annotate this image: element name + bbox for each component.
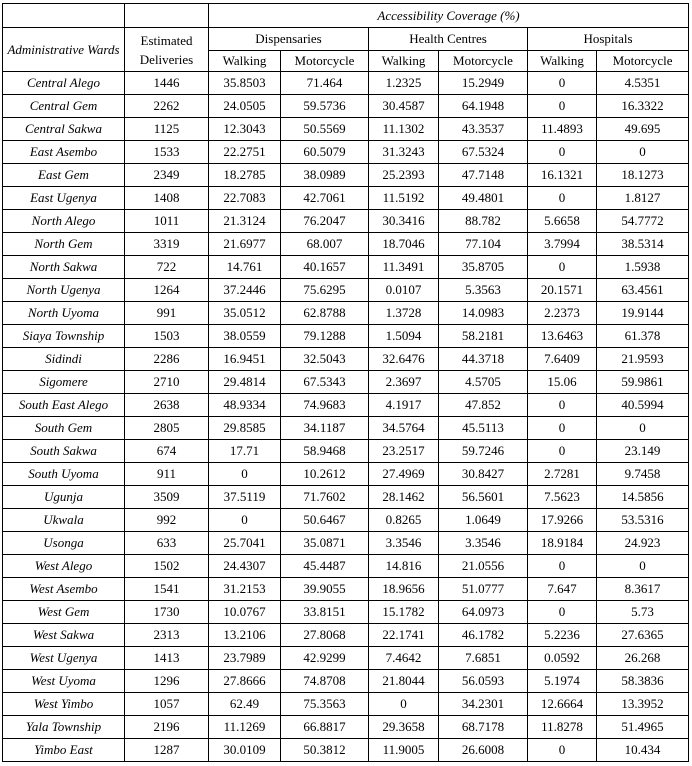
table-row <box>3 256 689 279</box>
coverage-value-cell: 0 <box>528 440 597 463</box>
coverage-value-cell: 14.0983 <box>439 302 528 325</box>
coverage-value-cell: 13.6463 <box>528 325 597 348</box>
coverage-value-cell: 22.1741 <box>369 624 439 647</box>
coverage-value-cell: 0.0107 <box>369 279 439 302</box>
coverage-value-cell: 29.8585 <box>209 417 281 440</box>
coverage-value-cell: 59.9861 <box>597 371 689 394</box>
coverage-value-cell: 29.4814 <box>209 371 281 394</box>
ward-name-cell: West Ugenya <box>3 647 125 670</box>
table-row <box>3 739 689 762</box>
coverage-value-cell: 11.1269 <box>209 716 281 739</box>
coverage-value-cell: 14.761 <box>209 256 281 279</box>
coverage-title: Accessibility Coverage (%) <box>209 4 689 28</box>
coverage-value-cell: 67.5324 <box>439 141 528 164</box>
deliveries-cell: 1011 <box>125 210 209 233</box>
coverage-value-cell: 0 <box>528 555 597 578</box>
coverage-value-cell: 21.0556 <box>439 555 528 578</box>
ward-name-cell: South Uyoma <box>3 463 125 486</box>
coverage-value-cell: 61.378 <box>597 325 689 348</box>
table-row <box>3 72 689 95</box>
deliveries-cell: 1533 <box>125 141 209 164</box>
coverage-value-cell: 7.6409 <box>528 348 597 371</box>
ward-name-cell: East Ugenya <box>3 187 125 210</box>
coverage-value-cell: 58.2181 <box>439 325 528 348</box>
coverage-value-cell: 4.1917 <box>369 394 439 417</box>
coverage-value-cell: 38.0989 <box>281 164 369 187</box>
coverage-value-cell: 32.5043 <box>281 348 369 371</box>
table-row <box>3 440 689 463</box>
table-body <box>3 72 689 762</box>
ward-name-cell: North Uyoma <box>3 302 125 325</box>
coverage-value-cell: 12.3043 <box>209 118 281 141</box>
coverage-value-cell: 7.6851 <box>439 647 528 670</box>
deliveries-cell: 2313 <box>125 624 209 647</box>
coverage-value-cell: 0 <box>597 417 689 440</box>
coverage-value-cell: 11.4893 <box>528 118 597 141</box>
coverage-value-cell: 0 <box>528 394 597 417</box>
coverage-value-cell: 42.9299 <box>281 647 369 670</box>
mode-header: Motorcycle <box>281 51 369 72</box>
coverage-value-cell: 25.7041 <box>209 532 281 555</box>
coverage-value-cell: 0 <box>597 141 689 164</box>
coverage-value-cell: 15.06 <box>528 371 597 394</box>
coverage-value-cell: 49.695 <box>597 118 689 141</box>
coverage-value-cell: 24.923 <box>597 532 689 555</box>
deliveries-cell: 1125 <box>125 118 209 141</box>
coverage-value-cell: 0 <box>528 95 597 118</box>
ward-name-cell: North Sakwa <box>3 256 125 279</box>
mode-header: Motorcycle <box>597 51 689 72</box>
coverage-value-cell: 17.71 <box>209 440 281 463</box>
coverage-value-cell: 5.6658 <box>528 210 597 233</box>
deliveries-cell: 3319 <box>125 233 209 256</box>
coverage-table <box>2 3 689 762</box>
deliveries-cell: 1264 <box>125 279 209 302</box>
coverage-value-cell: 10.434 <box>597 739 689 762</box>
coverage-value-cell: 21.8044 <box>369 670 439 693</box>
ward-column-header: Administrative Wards <box>3 28 125 72</box>
coverage-value-cell: 18.9184 <box>528 532 597 555</box>
deliveries-cell: 1730 <box>125 601 209 624</box>
coverage-value-cell: 37.5119 <box>209 486 281 509</box>
coverage-value-cell: 64.1948 <box>439 95 528 118</box>
coverage-value-cell: 46.1782 <box>439 624 528 647</box>
deliveries-cell: 2805 <box>125 417 209 440</box>
deliveries-cell: 2638 <box>125 394 209 417</box>
coverage-value-cell: 18.1273 <box>597 164 689 187</box>
coverage-value-cell: 47.852 <box>439 394 528 417</box>
coverage-value-cell: 71.464 <box>281 72 369 95</box>
deliveries-cell: 722 <box>125 256 209 279</box>
coverage-value-cell: 75.3563 <box>281 693 369 716</box>
group-health-centres: Health Centres <box>369 28 528 51</box>
coverage-value-cell: 30.3416 <box>369 210 439 233</box>
coverage-value-cell: 50.3812 <box>281 739 369 762</box>
coverage-value-cell: 22.2751 <box>209 141 281 164</box>
coverage-value-cell: 62.49 <box>209 693 281 716</box>
ward-name-cell: West Yimbo <box>3 693 125 716</box>
header-row-title <box>3 4 689 28</box>
coverage-value-cell: 4.5705 <box>439 371 528 394</box>
coverage-value-cell: 28.1462 <box>369 486 439 509</box>
coverage-value-cell: 34.2301 <box>439 693 528 716</box>
coverage-value-cell: 29.3658 <box>369 716 439 739</box>
coverage-value-cell: 79.1288 <box>281 325 369 348</box>
deliveries-cell: 3509 <box>125 486 209 509</box>
ward-name-cell: East Asembo <box>3 141 125 164</box>
coverage-value-cell: 34.1187 <box>281 417 369 440</box>
ward-name-cell: Usonga <box>3 532 125 555</box>
coverage-value-cell: 35.0512 <box>209 302 281 325</box>
deliveries-cell: 633 <box>125 532 209 555</box>
coverage-value-cell: 35.0871 <box>281 532 369 555</box>
table-row <box>3 417 689 440</box>
coverage-value-cell: 68.7178 <box>439 716 528 739</box>
blank-header-cell <box>125 4 209 28</box>
coverage-value-cell: 0 <box>528 256 597 279</box>
ward-name-cell: Central Alego <box>3 72 125 95</box>
coverage-value-cell: 23.7989 <box>209 647 281 670</box>
table-row <box>3 532 689 555</box>
ward-name-cell: Ukwala <box>3 509 125 532</box>
deliveries-cell: 1408 <box>125 187 209 210</box>
coverage-value-cell: 35.8503 <box>209 72 281 95</box>
coverage-value-cell: 53.5316 <box>597 509 689 532</box>
coverage-value-cell: 7.4642 <box>369 647 439 670</box>
table-row <box>3 624 689 647</box>
coverage-value-cell: 8.3617 <box>597 578 689 601</box>
coverage-value-cell: 40.5994 <box>597 394 689 417</box>
coverage-value-cell: 50.6467 <box>281 509 369 532</box>
ward-name-cell: Central Gem <box>3 95 125 118</box>
coverage-value-cell: 62.8788 <box>281 302 369 325</box>
table-row <box>3 601 689 624</box>
deliveries-cell: 911 <box>125 463 209 486</box>
coverage-value-cell: 18.9656 <box>369 578 439 601</box>
coverage-value-cell: 2.7281 <box>528 463 597 486</box>
blank-header-cell <box>3 4 125 28</box>
coverage-value-cell: 0 <box>209 463 281 486</box>
coverage-value-cell: 11.3491 <box>369 256 439 279</box>
coverage-value-cell: 66.8817 <box>281 716 369 739</box>
table-row <box>3 233 689 256</box>
deliveries-cell: 674 <box>125 440 209 463</box>
ward-name-cell: West Sakwa <box>3 624 125 647</box>
coverage-value-cell: 34.5764 <box>369 417 439 440</box>
coverage-value-cell: 17.9266 <box>528 509 597 532</box>
coverage-value-cell: 16.1321 <box>528 164 597 187</box>
coverage-value-cell: 50.5569 <box>281 118 369 141</box>
coverage-value-cell: 59.5736 <box>281 95 369 118</box>
coverage-value-cell: 44.3718 <box>439 348 528 371</box>
coverage-value-cell: 38.0559 <box>209 325 281 348</box>
deliveries-cell: 2349 <box>125 164 209 187</box>
table-row <box>3 509 689 532</box>
coverage-value-cell: 11.1302 <box>369 118 439 141</box>
table-row <box>3 302 689 325</box>
coverage-value-cell: 37.2446 <box>209 279 281 302</box>
table-row <box>3 486 689 509</box>
coverage-value-cell: 45.4487 <box>281 555 369 578</box>
group-hospitals: Hospitals <box>528 28 689 51</box>
coverage-value-cell: 33.8151 <box>281 601 369 624</box>
coverage-value-cell: 68.007 <box>281 233 369 256</box>
coverage-value-cell: 20.1571 <box>528 279 597 302</box>
coverage-value-cell: 5.2236 <box>528 624 597 647</box>
coverage-value-cell: 25.2393 <box>369 164 439 187</box>
coverage-value-cell: 13.3952 <box>597 693 689 716</box>
coverage-value-cell: 7.5623 <box>528 486 597 509</box>
coverage-value-cell: 13.2106 <box>209 624 281 647</box>
coverage-value-cell: 51.0777 <box>439 578 528 601</box>
coverage-value-cell: 26.6008 <box>439 739 528 762</box>
deliveries-cell: 1541 <box>125 578 209 601</box>
coverage-value-cell: 31.2153 <box>209 578 281 601</box>
coverage-value-cell: 54.7772 <box>597 210 689 233</box>
coverage-value-cell: 1.3728 <box>369 302 439 325</box>
coverage-value-cell: 4.5351 <box>597 72 689 95</box>
ward-name-cell: North Alego <box>3 210 125 233</box>
coverage-value-cell: 0 <box>597 555 689 578</box>
coverage-value-cell: 1.2325 <box>369 72 439 95</box>
ward-name-cell: Yala Township <box>3 716 125 739</box>
coverage-value-cell: 75.6295 <box>281 279 369 302</box>
table-row <box>3 348 689 371</box>
coverage-value-cell: 14.5856 <box>597 486 689 509</box>
coverage-value-cell: 31.3243 <box>369 141 439 164</box>
coverage-value-cell: 63.4561 <box>597 279 689 302</box>
coverage-value-cell: 32.6476 <box>369 348 439 371</box>
coverage-value-cell: 48.9334 <box>209 394 281 417</box>
table-row <box>3 555 689 578</box>
coverage-value-cell: 51.4965 <box>597 716 689 739</box>
mode-header: Motorcycle <box>439 51 528 72</box>
coverage-value-cell: 21.9593 <box>597 348 689 371</box>
coverage-value-cell: 12.6664 <box>528 693 597 716</box>
coverage-value-cell: 0 <box>369 693 439 716</box>
coverage-value-cell: 3.7994 <box>528 233 597 256</box>
ward-name-cell: Siaya Township <box>3 325 125 348</box>
deliveries-cell: 1413 <box>125 647 209 670</box>
table-row <box>3 141 689 164</box>
coverage-value-cell: 1.0649 <box>439 509 528 532</box>
coverage-value-cell: 0 <box>209 509 281 532</box>
coverage-value-cell: 24.0505 <box>209 95 281 118</box>
table-row <box>3 325 689 348</box>
coverage-value-cell: 27.8068 <box>281 624 369 647</box>
coverage-value-cell: 27.4969 <box>369 463 439 486</box>
coverage-value-cell: 59.7246 <box>439 440 528 463</box>
coverage-value-cell: 0.8265 <box>369 509 439 532</box>
ward-name-cell: Ugunja <box>3 486 125 509</box>
ward-name-cell: Central Sakwa <box>3 118 125 141</box>
deliveries-cell: 992 <box>125 509 209 532</box>
coverage-value-cell: 22.7083 <box>209 187 281 210</box>
table-row <box>3 693 689 716</box>
coverage-value-cell: 0 <box>528 601 597 624</box>
ward-name-cell: South Gem <box>3 417 125 440</box>
coverage-value-cell: 2.3697 <box>369 371 439 394</box>
table-row <box>3 210 689 233</box>
group-dispensaries: Dispensaries <box>209 28 369 51</box>
coverage-value-cell: 3.3546 <box>439 532 528 555</box>
coverage-value-cell: 16.9451 <box>209 348 281 371</box>
coverage-value-cell: 10.2612 <box>281 463 369 486</box>
table-row <box>3 578 689 601</box>
coverage-value-cell: 0 <box>528 417 597 440</box>
coverage-value-cell: 58.9468 <box>281 440 369 463</box>
coverage-value-cell: 0 <box>528 739 597 762</box>
coverage-value-cell: 23.2517 <box>369 440 439 463</box>
coverage-value-cell: 10.0767 <box>209 601 281 624</box>
coverage-value-cell: 60.5079 <box>281 141 369 164</box>
coverage-value-cell: 0 <box>528 141 597 164</box>
coverage-value-cell: 1.5094 <box>369 325 439 348</box>
header-row-groups <box>3 28 689 51</box>
coverage-value-cell: 42.7061 <box>281 187 369 210</box>
deliveries-cell: 1503 <box>125 325 209 348</box>
table-row <box>3 647 689 670</box>
deliveries-cell: 1287 <box>125 739 209 762</box>
ward-name-cell: South Sakwa <box>3 440 125 463</box>
table-row <box>3 118 689 141</box>
table-row <box>3 670 689 693</box>
table-row <box>3 463 689 486</box>
ward-name-cell: East Gem <box>3 164 125 187</box>
ward-name-cell: West Alego <box>3 555 125 578</box>
coverage-value-cell: 15.1782 <box>369 601 439 624</box>
coverage-value-cell: 43.3537 <box>439 118 528 141</box>
coverage-value-cell: 0 <box>528 72 597 95</box>
coverage-value-cell: 27.6365 <box>597 624 689 647</box>
coverage-value-cell: 74.8708 <box>281 670 369 693</box>
coverage-value-cell: 11.9005 <box>369 739 439 762</box>
mode-header: Walking <box>528 51 597 72</box>
coverage-value-cell: 39.9055 <box>281 578 369 601</box>
table-row <box>3 394 689 417</box>
coverage-value-cell: 5.3563 <box>439 279 528 302</box>
table-row <box>3 716 689 739</box>
coverage-value-cell: 18.7046 <box>369 233 439 256</box>
coverage-value-cell: 56.5601 <box>439 486 528 509</box>
table-row <box>3 95 689 118</box>
coverage-value-cell: 67.5343 <box>281 371 369 394</box>
deliveries-cell: 1446 <box>125 72 209 95</box>
deliveries-cell: 2262 <box>125 95 209 118</box>
coverage-value-cell: 40.1657 <box>281 256 369 279</box>
deliveries-cell: 1502 <box>125 555 209 578</box>
ward-name-cell: Sidindi <box>3 348 125 371</box>
coverage-value-cell: 7.647 <box>528 578 597 601</box>
coverage-value-cell: 71.7602 <box>281 486 369 509</box>
coverage-value-cell: 45.5113 <box>439 417 528 440</box>
coverage-value-cell: 88.782 <box>439 210 528 233</box>
coverage-value-cell: 47.7148 <box>439 164 528 187</box>
coverage-value-cell: 14.816 <box>369 555 439 578</box>
deliveries-cell: 2710 <box>125 371 209 394</box>
coverage-value-cell: 1.8127 <box>597 187 689 210</box>
coverage-value-cell: 58.3836 <box>597 670 689 693</box>
coverage-value-cell: 9.7458 <box>597 463 689 486</box>
coverage-value-cell: 0 <box>528 187 597 210</box>
deliveries-cell: 1057 <box>125 693 209 716</box>
deliveries-cell: 1296 <box>125 670 209 693</box>
coverage-value-cell: 0.0592 <box>528 647 597 670</box>
mode-header: Walking <box>209 51 281 72</box>
ward-name-cell: Yimbo East <box>3 739 125 762</box>
coverage-value-cell: 21.6977 <box>209 233 281 256</box>
coverage-value-cell: 5.1974 <box>528 670 597 693</box>
deliveries-cell: 991 <box>125 302 209 325</box>
ward-name-cell: North Ugenya <box>3 279 125 302</box>
coverage-value-cell: 11.5192 <box>369 187 439 210</box>
coverage-value-cell: 2.2373 <box>528 302 597 325</box>
coverage-value-cell: 30.4587 <box>369 95 439 118</box>
coverage-value-cell: 35.8705 <box>439 256 528 279</box>
deliveries-column-header: Estimated Deliveries <box>125 28 209 72</box>
ward-name-cell: West Uyoma <box>3 670 125 693</box>
coverage-value-cell: 30.8427 <box>439 463 528 486</box>
coverage-value-cell: 56.0593 <box>439 670 528 693</box>
coverage-value-cell: 77.104 <box>439 233 528 256</box>
coverage-value-cell: 76.2047 <box>281 210 369 233</box>
coverage-value-cell: 49.4801 <box>439 187 528 210</box>
coverage-value-cell: 16.3322 <box>597 95 689 118</box>
ward-name-cell: Sigomere <box>3 371 125 394</box>
ward-name-cell: West Gem <box>3 601 125 624</box>
ward-name-cell: North Gem <box>3 233 125 256</box>
coverage-value-cell: 5.73 <box>597 601 689 624</box>
coverage-value-cell: 11.8278 <box>528 716 597 739</box>
table-row <box>3 164 689 187</box>
ward-name-cell: West Asembo <box>3 578 125 601</box>
deliveries-cell: 2286 <box>125 348 209 371</box>
coverage-value-cell: 74.9683 <box>281 394 369 417</box>
table-row <box>3 279 689 302</box>
coverage-value-cell: 30.0109 <box>209 739 281 762</box>
coverage-value-cell: 15.2949 <box>439 72 528 95</box>
ward-name-cell: South East Alego <box>3 394 125 417</box>
coverage-value-cell: 3.3546 <box>369 532 439 555</box>
coverage-value-cell: 1.5938 <box>597 256 689 279</box>
mode-header: Walking <box>369 51 439 72</box>
coverage-value-cell: 19.9144 <box>597 302 689 325</box>
coverage-value-cell: 18.2785 <box>209 164 281 187</box>
table-row <box>3 371 689 394</box>
coverage-value-cell: 24.4307 <box>209 555 281 578</box>
coverage-value-cell: 27.8666 <box>209 670 281 693</box>
coverage-value-cell: 64.0973 <box>439 601 528 624</box>
coverage-value-cell: 23.149 <box>597 440 689 463</box>
coverage-value-cell: 38.5314 <box>597 233 689 256</box>
deliveries-cell: 2196 <box>125 716 209 739</box>
coverage-value-cell: 21.3124 <box>209 210 281 233</box>
coverage-value-cell: 26.268 <box>597 647 689 670</box>
table-row <box>3 187 689 210</box>
